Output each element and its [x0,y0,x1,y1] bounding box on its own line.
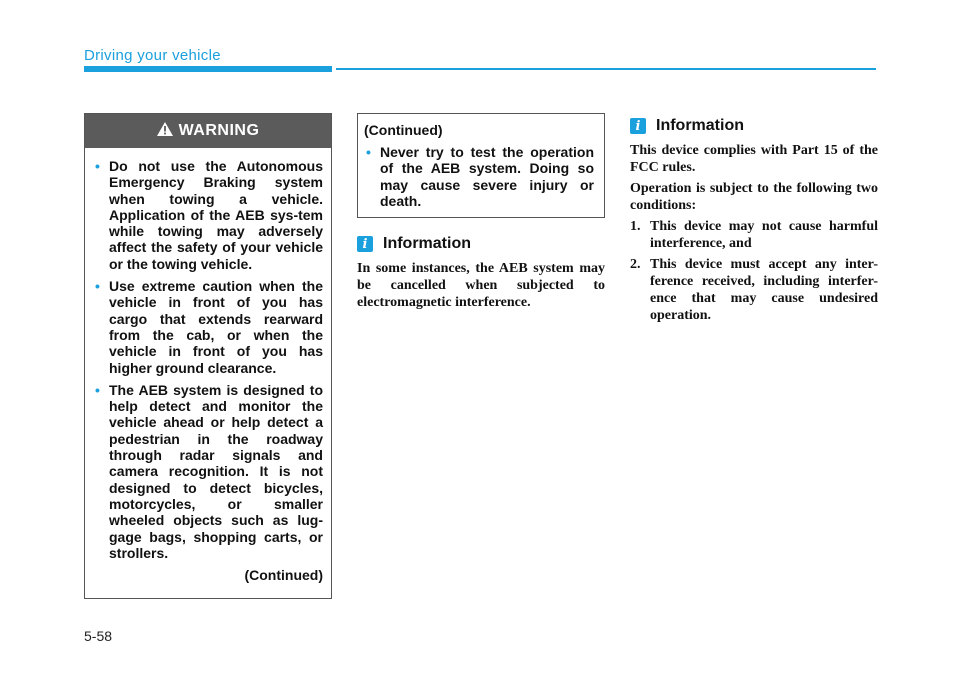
numbered-item: 2. This device must accept any inter-ference received, including interfer-ence that may cause undesired operation. [630,257,878,323]
info-icon: i [357,236,373,252]
warning-continued: (Continued) [244,567,323,584]
warning-box [84,113,332,599]
header-rule [336,68,876,70]
info-icon: i [630,118,646,134]
warning-header [85,114,331,148]
bullet-icon: • [95,278,100,295]
warning-item: • Do not use the Autonomous Emergency Braking system when towing a vehicle. Application of the AEB sys-tem while towing may adversely affect the safety of your vehicle or the towing vehicle. [95,158,323,272]
bullet-icon: • [366,144,371,160]
item-number: 2. [630,257,641,272]
continued-warning-box [357,113,605,218]
continued-list [364,144,598,209]
header-bar [84,66,332,72]
continued-item: • Never try to test the operation of the AEB system. Doing so may cause severe injury or death. [366,144,594,209]
item-number: 1. [630,219,641,234]
bullet-icon: • [95,381,100,398]
info-heading-2: i Information [630,117,744,135]
section-title: Driving your vehicle [84,47,221,64]
numbered-item: 1. This device may not cause harmful interference, and [630,219,878,251]
info-text-1: In some instances, the AEB system may be cancelled when subjected to electromagnetic interference. [357,261,605,310]
info-paragraph: This device complies with Part 15 of the FCC rules. [630,143,878,175]
warning-item: • The AEB system is designed to help detect and monitor the vehicle ahead or help detect a pedestrian in the roadway through radar signals and camera recognition. It is not designed to detect bicycles, motorcycles, or smaller wheeled objects such as lug-gage bags, shopping carts, or strollers. [95,381,323,561]
warning-item: • Use extreme caution when the vehicle in front of you has cargo that extends rearward from the cab, or when the vehicle in front of you has higher ground clearance. [95,278,323,376]
warning-triangle-icon [157,122,173,141]
info-text-2 [630,142,878,328]
bullet-icon: • [95,158,100,174]
continued-title: (Continued) [364,122,443,138]
page-number: 5-58 [84,628,113,644]
warning-list [85,148,331,561]
info-heading-1: i Information [357,235,471,253]
warning-title: WARNING [178,122,260,139]
info-paragraph: Operation is subject to the following two conditions: [630,181,878,213]
